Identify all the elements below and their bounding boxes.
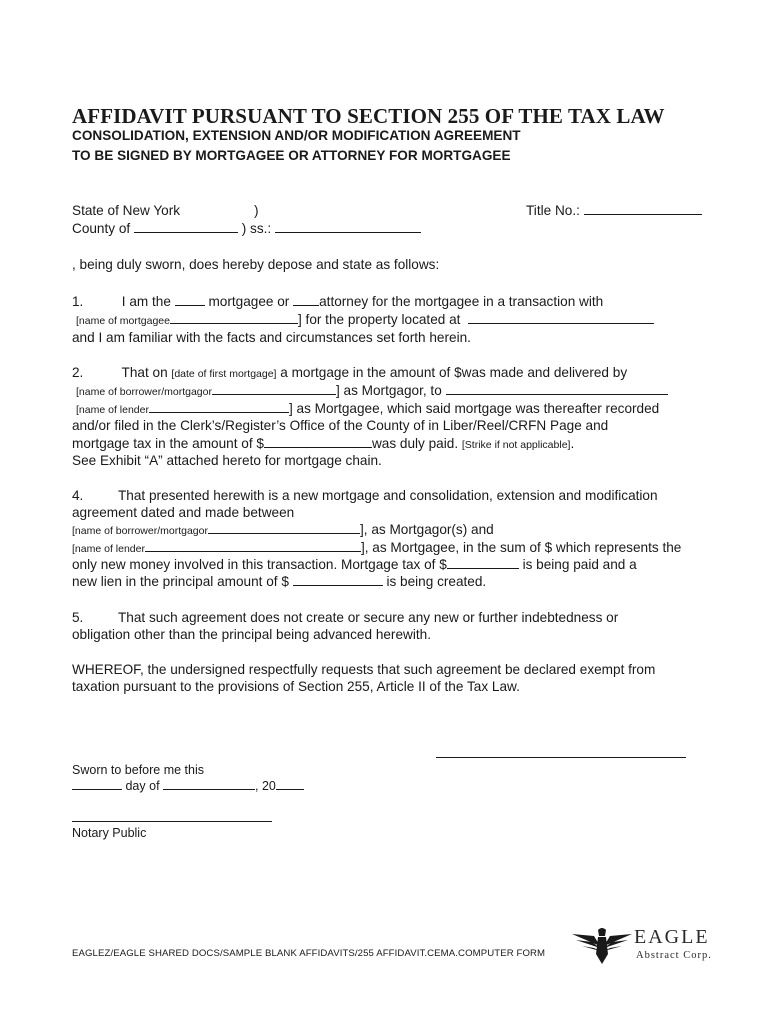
p4-lender-field[interactable] (145, 540, 361, 552)
p4-text-e2: is being paid and a (522, 557, 637, 572)
p4-mortgage-tax-field[interactable] (447, 557, 519, 569)
p4-text-d2: ], as Mortgagee, in the sum of $ which represents the (360, 540, 682, 555)
p4-text-a: That presented herewith is a new mortgage and consolidation, extension and modification (118, 488, 658, 503)
mortgagee-checkbox-field[interactable] (175, 294, 205, 306)
p5-number: 5. (72, 610, 84, 625)
p2-line-4: and/or filed in the Clerk’s/Register’s Office of the County of in Liber/Reel/CRFN Page and (72, 418, 609, 433)
p5-text-a: That such agreement does not create or secure any new or further indebtedness or (118, 610, 619, 625)
p4-line-5 (72, 556, 637, 573)
p2-text-c2: ] as Mortgagee, which said mortgage was thereafter recorded (288, 401, 660, 416)
lender-name-field[interactable] (149, 401, 289, 413)
p4-line-3 (72, 521, 494, 540)
p1-number: 1. (72, 294, 84, 309)
jurat-year-label: , 20 (255, 779, 276, 793)
title-no-label: Title No.: (526, 203, 580, 218)
p2-text-a1: That on (121, 365, 168, 380)
p1-text-b2: ] for the property located at (297, 312, 461, 327)
p1-text-a1: I am the (121, 294, 171, 309)
borrower-name-hint: [name of borrower/mortgagor (76, 386, 212, 398)
p2-text-e1: mortgage tax in the amount of $ (72, 436, 264, 451)
p1-text-a2: mortgagee or (208, 294, 290, 309)
p4-text-f2: is being created. (386, 574, 487, 589)
p4-borrower-hint: [name of borrower/mortgagor (72, 525, 208, 537)
title-no-field[interactable] (584, 203, 702, 215)
notary-signature-line[interactable] (72, 821, 272, 822)
principal-amount-field[interactable] (293, 574, 383, 586)
p4-text-e1: only new money involved in this transaction. Mortgage tax of $ (72, 557, 447, 572)
p4-lender-hint: [name of lender (72, 543, 145, 555)
document-title: AFFIDAVIT PURSUANT TO SECTION 255 OF THE TAX LAW (72, 104, 665, 128)
jurat-day-field[interactable] (72, 778, 122, 790)
notary-label: Notary Public (72, 826, 147, 840)
mortgage-tax-field[interactable] (264, 436, 372, 448)
p4-borrower-field[interactable] (208, 522, 360, 534)
jurat-month-field[interactable] (163, 778, 255, 790)
jurat-line-2 (72, 778, 304, 795)
p1-text-a3: attorney for the mortgagee in a transaction with (319, 294, 604, 309)
ss-label: ) ss.: (241, 221, 272, 236)
p2-text-e2: was duly paid. (371, 436, 459, 451)
jurat-year-field[interactable] (276, 778, 304, 790)
deponent-signature-line[interactable] (436, 757, 686, 758)
county-label: County of (72, 221, 131, 236)
property-location-field[interactable] (468, 312, 654, 324)
whereof-line-2: taxation pursuant to the provisions of Section 255, Article II of the Tax Law. (72, 679, 520, 694)
state-label: State of New York (72, 203, 181, 218)
p2-line-1 (72, 364, 627, 383)
whereof-line-1: WHEREOF, the undersigned respectfully requests that such agreement be declared exempt from (72, 662, 656, 677)
attorney-checkbox-field[interactable] (293, 294, 319, 306)
p5-line-2: obligation other than the principal being advanced herewith. (72, 627, 431, 642)
borrower-name-field[interactable] (212, 383, 336, 395)
venue-paren: ) (254, 203, 259, 218)
title-no-line (526, 202, 702, 219)
venue-state-line (72, 202, 180, 219)
p2-text-b2: ] as Mortgagor, to (335, 383, 442, 398)
footer-path: EAGLEZ/EAGLE SHARED DOCS/SAMPLE BLANK AFFIDAVITS/255 AFFIDAVIT.CEMA.COMPUTER FORM (72, 948, 546, 959)
first-mortgage-date-hint[interactable]: [date of first mortgage] (171, 368, 277, 380)
p4-text-f1: new lien in the principal amount of $ (72, 574, 289, 589)
lender-name-hint: [name of lender (76, 404, 149, 416)
venue-county-line (72, 220, 421, 237)
document-subtitle-2: TO BE SIGNED BY MORTGAGEE OR ATTORNEY FOR MORTGAGEE (72, 148, 511, 163)
mortgagee-name-field[interactable] (170, 312, 298, 324)
p1-line-1 (72, 293, 603, 310)
p1-line-2 (76, 311, 654, 330)
p2-line-6: See Exhibit “A” attached hereto for mortgage chain. (72, 453, 382, 468)
mortgagor-to-field[interactable] (446, 383, 668, 395)
intro-line: , being duly sworn, does hereby depose and state as follows: (72, 257, 440, 272)
jurat-day-label: day of (125, 779, 160, 793)
p1-line-3: and I am familiar with the facts and circumstances set forth herein. (72, 330, 471, 345)
p2-text-a2: a mortgage in the amount of $was made and delivered by (280, 365, 628, 380)
p2-line-2 (76, 382, 668, 401)
p4-line-6 (72, 573, 486, 590)
p2-text-e3: . (570, 436, 575, 451)
p5-line-1 (72, 609, 618, 626)
jurat-line-1: Sworn to before me this (72, 763, 205, 777)
p2-number: 2. (72, 365, 84, 380)
strike-hint: [Strike if not applicable] (461, 439, 571, 451)
p4-number: 4. (72, 488, 84, 503)
document-subtitle-1: CONSOLIDATION, EXTENSION AND/OR MODIFICATION AGREEMENT (72, 128, 521, 143)
logo-wordmark: EAGLE (634, 926, 710, 948)
mortgagee-name-hint: [name of mortgagee (76, 315, 170, 327)
logo-subtitle: Abstract Corp. (636, 950, 712, 961)
county-field[interactable] (134, 221, 238, 233)
p4-line-2: agreement dated and made between (72, 505, 295, 520)
p4-line-1 (72, 487, 658, 504)
ss-field[interactable] (275, 221, 421, 233)
p4-text-c2: ], as Mortgagor(s) and (359, 522, 494, 537)
